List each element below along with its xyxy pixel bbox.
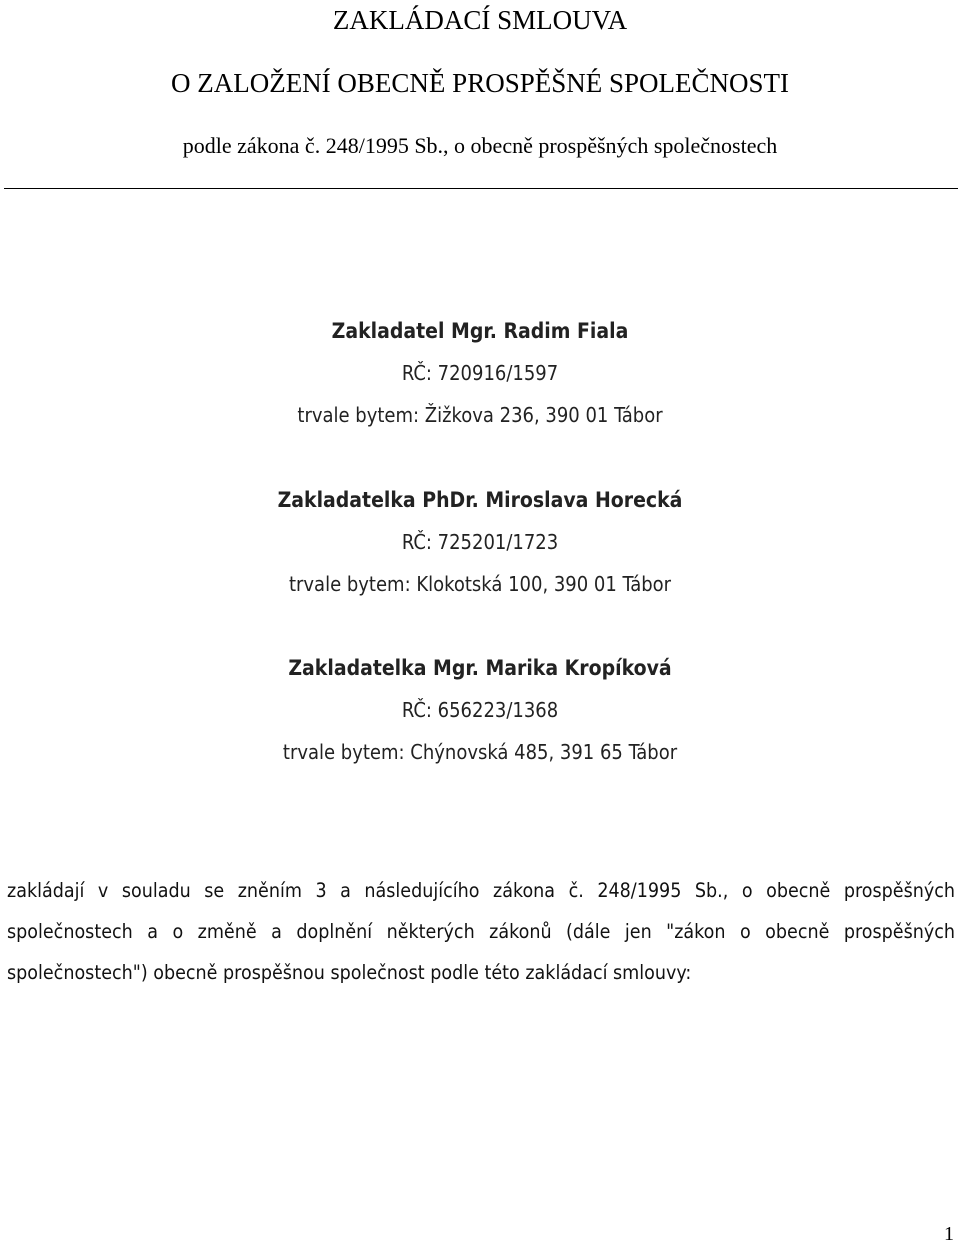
legal-basis: podle zákona č. 248/1995 Sb., o obecně prospěšných společnostech: [182, 133, 778, 158]
founder-address: trvale bytem: Žižkova 236, 390 01 Tábor: [297, 403, 663, 427]
founder-rc: RČ: 656223/1368: [401, 698, 559, 722]
founder-name: Zakladatelka Mgr. Marika Kropíková: [288, 656, 672, 680]
founder-address: trvale bytem: Klokotská 100, 390 01 Tábor: [288, 572, 672, 596]
document-title: ZAKLÁDACÍ SMLOUVA: [332, 5, 628, 35]
intro-line: společnostech a o změně a doplnění některých zákonů (dále jen "zákon o obecně prospěšných: [7, 920, 955, 943]
founder-block: [0, 318, 960, 444]
founder-name: Zakladatel Mgr. Radim Fiala: [331, 319, 629, 343]
founder-block: [0, 487, 960, 613]
founder-rc: RČ: 720916/1597: [401, 361, 559, 385]
intro-line: společnostech") obecně prospěšnou společnost podle této zakládací smlouvy:: [7, 961, 692, 984]
founder-rc: RČ: 725201/1723: [401, 530, 559, 554]
intro-paragraph: [7, 870, 955, 993]
document-title-sub: O ZALOŽENÍ OBECNĚ PROSPĚŠNÉ SPOLEČNOSTI: [170, 68, 790, 98]
intro-line: zakládají v souladu se zněním 3 a následujícího zákona č. 248/1995 Sb., o obecně prospěšných: [7, 879, 955, 902]
horizontal-divider: [4, 188, 958, 189]
founder-address: trvale bytem: Chýnovská 485, 391 65 Tábor: [282, 740, 678, 764]
founder-name: Zakladatelka PhDr. Miroslava Horecká: [277, 488, 683, 512]
page-number: 1: [944, 1223, 954, 1245]
founder-block: [0, 655, 960, 781]
